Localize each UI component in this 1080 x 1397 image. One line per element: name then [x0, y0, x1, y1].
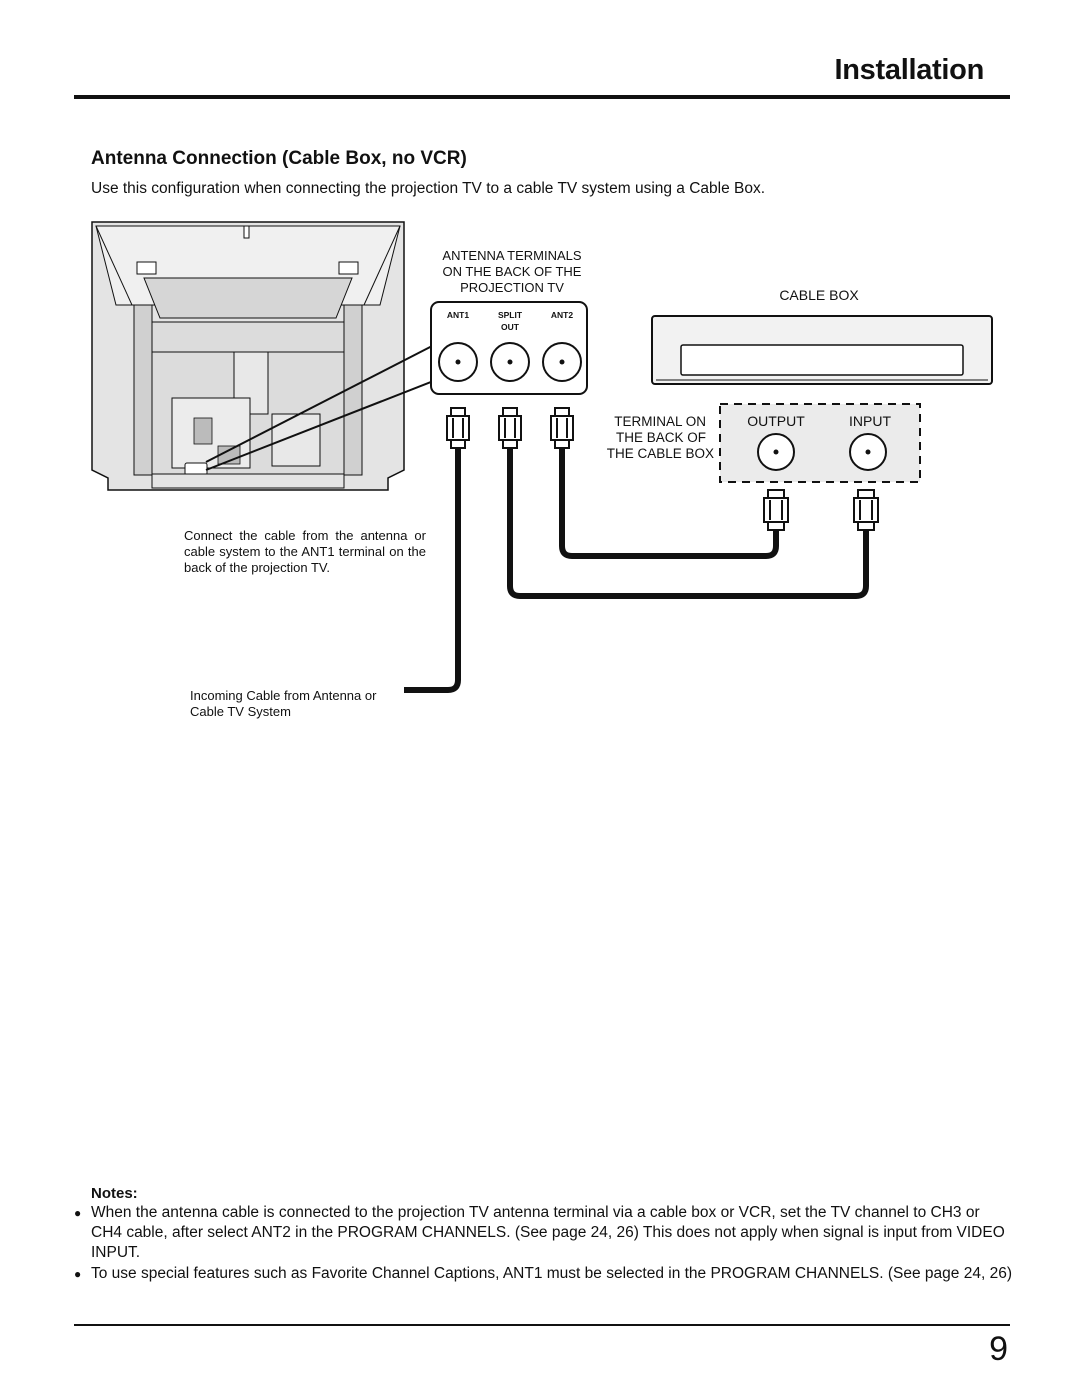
output-label: OUTPUT: [747, 413, 805, 429]
cable-box-terminal-label-line2: THE BACK OF: [615, 430, 706, 445]
note-text: When the antenna cable is connected to the projection TV antenna terminal via a cable box or VCR, set the TV channel to CH3 or CH4 cable, after select ANT2 in the PROGRAM CHANNELS. (See page 24, 26) This does not apply when signal is input from VIDEO INPUT.: [91, 1204, 1005, 1261]
tv-terminal-panel: [431, 302, 587, 394]
section-title: Installation: [834, 54, 984, 86]
page-number: 9: [989, 1330, 1008, 1368]
connect-caption: Connect the cable from the antenna or cable system to the ANT1 terminal on the back of the projection TV.: [184, 528, 426, 575]
cables: [404, 448, 866, 690]
tv-terminals-label-line3: PROJECTION TV: [460, 280, 564, 295]
input-label: INPUT: [849, 413, 891, 429]
tv-cable-connectors: [447, 408, 573, 448]
notes-title: Notes:: [91, 1185, 138, 1202]
bullet-icon: ●: [74, 1206, 82, 1220]
intro-text: Use this configuration when connecting the projection TV to a cable TV system using a Cable Box.: [91, 180, 766, 197]
notes-list: [74, 1203, 1014, 1285]
cable-box-terminal-label-line3: THE CABLE BOX: [606, 446, 714, 461]
cable-box-connectors: [764, 490, 878, 530]
cable-box: [652, 316, 992, 384]
projection-tv-back: [92, 222, 404, 490]
bullet-icon: ●: [74, 1267, 82, 1281]
incoming-caption: Incoming Cable from Antenna or Cable TV System: [190, 688, 377, 719]
tv-terminals-label-line1: ANTENNA TERMINALS: [442, 248, 582, 263]
ant1-label: ANT1: [446, 310, 470, 320]
note-item: [74, 1203, 1014, 1263]
cable-box-label: CABLE BOX: [779, 287, 859, 303]
note-item: [74, 1264, 1014, 1284]
page-heading: Antenna Connection (Cable Box, no VCR): [91, 148, 467, 169]
tv-terminals-label-line2: ON THE BACK OF THE: [442, 264, 582, 279]
split-label: SPLIT: [497, 310, 523, 320]
ant2-label: ANT2: [550, 310, 574, 320]
cable-box-terminal-label-line1: TERMINAL ON: [614, 414, 706, 429]
note-text: To use special features such as Favorite Channel Captions, ANT1 must be selected in the PROGRAM CHANNELS. (See page 24, 26): [91, 1265, 1012, 1282]
split-out-label: OUT: [501, 322, 519, 332]
footer-rule: [74, 1324, 1010, 1326]
